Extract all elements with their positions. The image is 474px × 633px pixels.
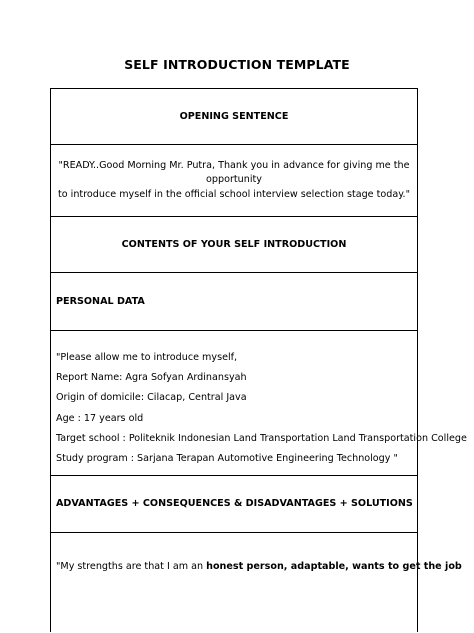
- page-title: SELF INTRODUCTION TEMPLATE: [124, 57, 350, 72]
- opening-sentence-row: [51, 145, 417, 217]
- personal-data-line: Report Name: Agra Sofyan Ardinansyah: [56, 372, 247, 384]
- personal-data-lines: [56, 348, 467, 469]
- opening-sentence-line-2: to introduce myself in the official school interview selection stage today.": [58, 188, 410, 200]
- personal-data-heading-row: [51, 273, 417, 331]
- advantages-heading: ADVANTAGES + CONSEQUENCES & DISADVANTAGES + SOLUTIONS: [56, 498, 413, 509]
- opening-sentence-line-1: "READY..Good Morning Mr. Putra, Thank you in advance for giving me the opportunity: [58, 159, 410, 186]
- strengths-prefix: "My strengths are that I am an: [56, 561, 207, 572]
- personal-data-line: Target school : Politeknik Indonesian Land Transportation Land Transportation College: [56, 432, 467, 444]
- advantages-heading-row: [51, 476, 417, 533]
- personal-data-line: Study program : Sarjana Terapan Automotive Engineering Technology ": [56, 452, 398, 464]
- personal-data-line: Age : 17 years old: [56, 412, 144, 424]
- strengths-bold: honest person, adaptable, wants to get the job: [206, 561, 462, 572]
- template-table: [50, 88, 467, 632]
- strengths-text: [56, 560, 462, 574]
- personal-data-row: [51, 331, 467, 476]
- personal-data-heading: PERSONAL DATA: [56, 295, 145, 307]
- strengths-row: [51, 533, 462, 633]
- contents-heading-row: [51, 217, 417, 273]
- personal-data-line: Origin of domicile: Cilacap, Central Java: [56, 392, 247, 404]
- opening-sentence: [51, 159, 417, 203]
- contents-heading: CONTENTS OF YOUR SELF INTRODUCTION: [121, 238, 347, 250]
- opening-heading-row: [51, 89, 417, 145]
- opening-heading: OPENING SENTENCE: [179, 110, 289, 122]
- personal-data-line: "Please allow me to introduce myself,: [56, 352, 238, 363]
